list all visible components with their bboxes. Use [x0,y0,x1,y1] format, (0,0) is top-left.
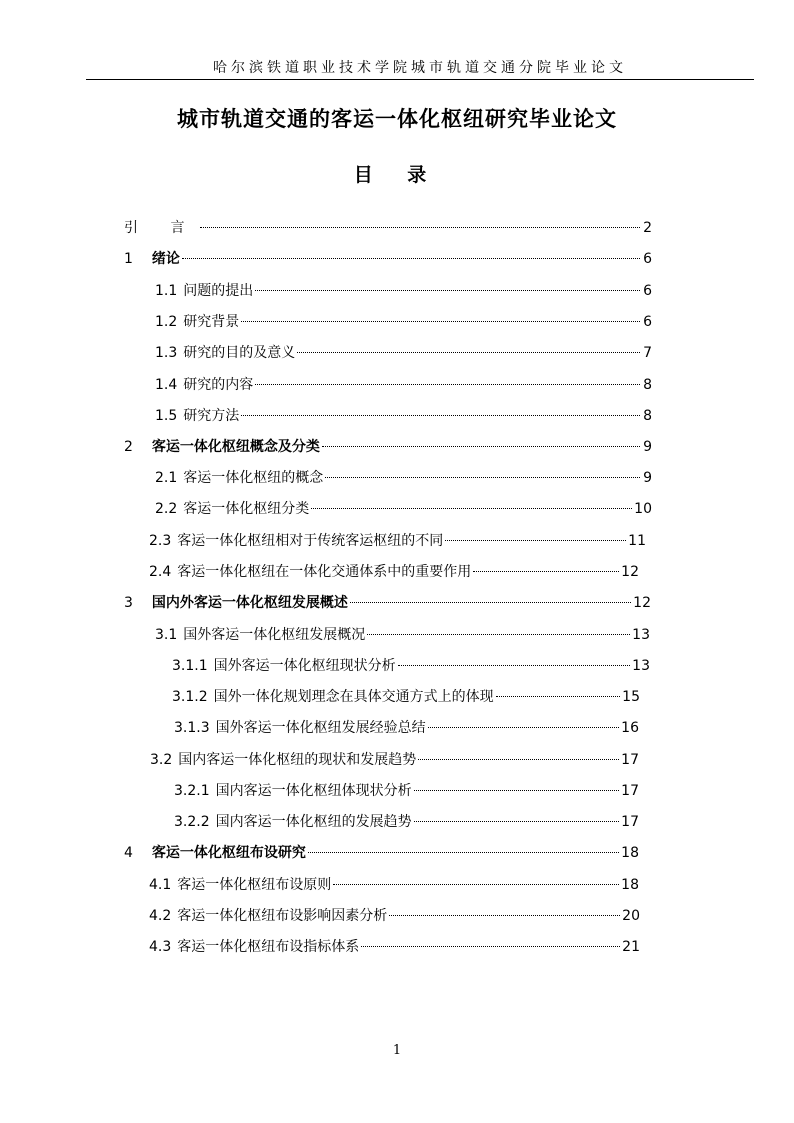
toc-entry-page: 17 [621,752,639,768]
toc-entry-number: 1.4 [155,377,178,393]
toc-entry[interactable] [149,873,639,897]
toc-entry-page: 7 [643,345,652,361]
toc-entry-label: 客运一体化枢纽概念及分类 [151,439,320,455]
toc-entry-label: 国内客运一体化枢纽的发展趋势 [215,814,412,830]
toc-entry-number: 1.5 [155,408,178,424]
toc-entry-page: 13 [632,627,650,643]
dot-leader [200,227,640,228]
toc-entry-label: 国外客运一体化枢纽发展经验总结 [215,720,426,736]
toc-entry-number: 4.2 [149,908,172,924]
toc-entry[interactable] [149,560,639,584]
dot-leader [414,790,620,791]
toc-entry-page: 17 [621,814,639,830]
toc-entry-page: 13 [632,658,650,674]
toc-entry-page: 20 [622,908,640,924]
toc-entry-page: 18 [621,877,639,893]
page-header: 哈尔滨铁道职业技术学院城市轨道交通分院毕业论文 [86,59,754,80]
dot-leader [398,665,631,666]
toc-entry-number: 3.1 [155,627,178,643]
toc-entry-label: 客运一体化枢纽的概念 [183,470,324,486]
toc-entry[interactable] [155,404,652,428]
toc-entry-label: 客运一体化枢纽布设影响因素分析 [177,908,388,924]
toc-entry[interactable] [155,497,652,521]
dot-leader [418,759,619,760]
dot-leader [367,634,630,635]
toc-entry-number: 3.1.1 [172,658,208,674]
toc-entry-page: 11 [628,533,646,549]
toc-entry-number: 3.2.2 [174,814,210,830]
toc-entry-number: 3.1.3 [174,720,210,736]
dot-leader [322,446,640,447]
toc-entry[interactable] [174,779,639,803]
dot-leader [241,321,640,322]
toc-entry-number: 1 [124,251,133,267]
toc-entry-number: 3.1.2 [172,689,208,705]
dot-leader [182,258,640,259]
toc-entry-page: 6 [643,283,652,299]
toc-entry-page: 16 [621,720,639,736]
toc-entry-label: 客运一体化枢纽布设研究 [151,845,306,861]
dot-leader [473,571,619,572]
toc-entry[interactable] [155,341,652,365]
toc-entry[interactable] [150,748,639,772]
toc-entry[interactable] [172,654,650,678]
toc-entry-label: 国外客运一体化枢纽发展概况 [183,627,366,643]
page-number: 1 [392,1043,402,1058]
toc-entry-label: 国内外客运一体化枢纽发展概述 [151,595,348,611]
dot-leader [241,415,640,416]
toc-entry[interactable] [155,279,652,303]
toc-entry-label: 研究的目的及意义 [183,345,296,361]
toc-entry-label: 问题的提出 [183,283,254,299]
toc-entry-page: 8 [643,377,652,393]
dot-leader [325,477,640,478]
toc-entry-label: 国内客运一体化枢纽体现状分析 [215,783,412,799]
toc-entry-page: 8 [643,408,652,424]
toc-entry[interactable] [124,591,651,615]
toc-entry-number: 2 [124,439,133,455]
toc-entry-number: 4 [124,845,133,861]
toc-entry-label: 客运一体化枢纽在一体化交通体系中的重要作用 [177,564,472,580]
toc-entry[interactable] [155,623,650,647]
toc-entry-page: 21 [622,939,640,955]
toc-entry-page: 9 [643,439,652,455]
dot-leader [297,352,640,353]
toc-entry-number: 2.1 [155,470,178,486]
toc-entry-number: 3 [124,595,133,611]
toc-entry-number: 2.3 [149,533,172,549]
dot-leader [445,540,626,541]
toc-entry-number: 3.2.1 [174,783,210,799]
toc-entry-page: 9 [643,470,652,486]
dot-leader [311,508,632,509]
toc-entry-page: 2 [643,220,652,236]
dot-leader [333,884,619,885]
toc-entry-number: 4.3 [149,939,172,955]
toc-entry-label: 绪论 [151,251,180,267]
dot-leader [350,602,631,603]
toc-entry[interactable] [149,904,640,928]
toc-entry[interactable] [172,685,640,709]
dot-leader [428,727,620,728]
dot-leader [496,696,621,697]
toc-entry[interactable] [124,841,639,865]
toc-entry[interactable] [149,935,640,959]
toc-entry-number: 2.2 [155,501,178,517]
toc-entry-label: 研究背景 [183,314,240,330]
toc-entry-number: 1.1 [155,283,178,299]
toc-entry-page: 18 [621,845,639,861]
dot-leader [389,915,620,916]
toc-entry-label: 客运一体化枢纽布设原则 [177,877,332,893]
toc-entry[interactable] [155,373,652,397]
dot-leader [414,821,620,822]
toc-entry-label: 国外客运一体化枢纽现状分析 [213,658,396,674]
toc-entry-page: 6 [643,251,652,267]
toc-entry-number: 3.2 [150,752,173,768]
dot-leader [255,384,640,385]
toc-entry[interactable] [124,216,652,240]
toc-entry[interactable] [155,310,652,334]
toc-entry-number: 4.1 [149,877,172,893]
toc-entry-page: 6 [643,314,652,330]
toc-entry[interactable] [174,716,639,740]
toc-entry-page: 12 [621,564,639,580]
toc-entry-page: 12 [633,595,651,611]
dot-leader [255,290,640,291]
dot-leader [308,852,619,853]
dot-leader [361,946,620,947]
toc-entry-label: 客运一体化枢纽相对于传统客运枢纽的不同 [177,533,444,549]
toc-entry-page: 17 [621,783,639,799]
toc-heading: 目 录 [353,164,441,186]
toc-entry-label: 研究的内容 [183,377,254,393]
toc-entry-label: 国内客运一体化枢纽的现状和发展趋势 [178,752,417,768]
toc-entry[interactable] [149,529,646,553]
toc-entry-number: 1.2 [155,314,178,330]
toc-entry-page: 10 [634,501,652,517]
toc-entry[interactable] [174,810,639,834]
document-title: 城市轨道交通的客运一体化枢纽研究毕业论文 [177,106,617,131]
toc-entry[interactable] [124,435,652,459]
toc-entry-page: 15 [622,689,640,705]
toc-entry-label: 国外一体化规划理念在具体交通方式上的体现 [213,689,494,705]
toc-entry-label: 研究方法 [183,408,240,424]
toc-entry-number: 1.3 [155,345,178,361]
toc-entry[interactable] [124,247,652,271]
toc-entry-number: 2.4 [149,564,172,580]
toc-entry[interactable] [155,466,652,490]
toc-entry-number: 引 言 [124,220,199,236]
toc-entry-label: 客运一体化枢纽布设指标体系 [177,939,360,955]
toc-entry-label: 客运一体化枢纽分类 [183,501,310,517]
